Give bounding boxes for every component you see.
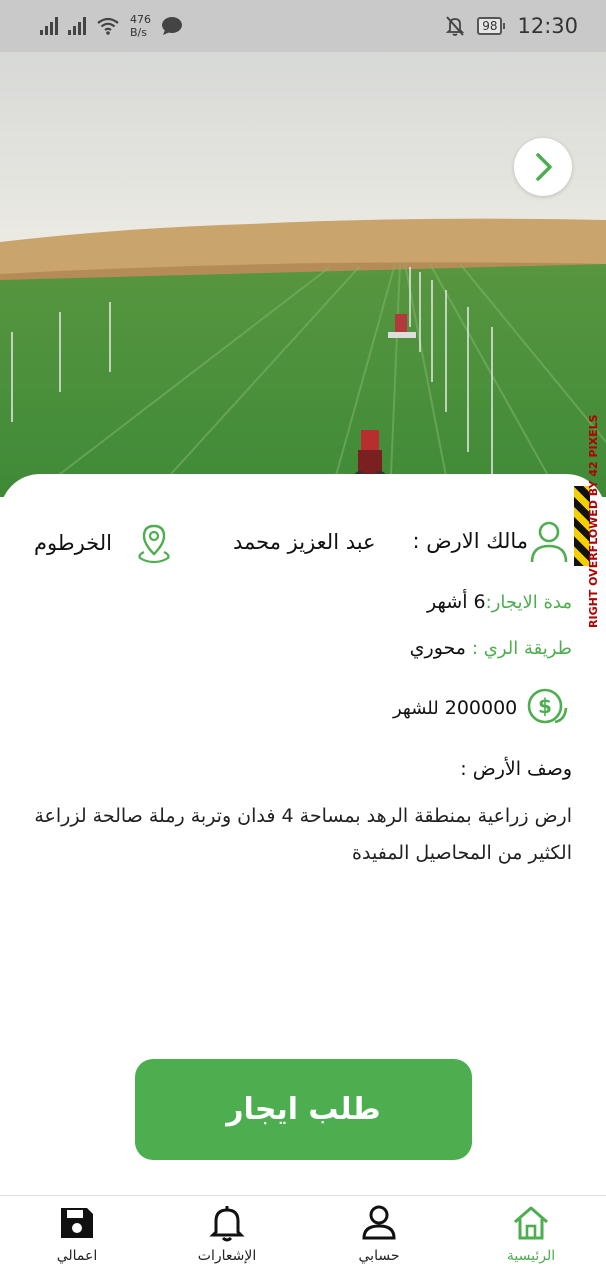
bottom-navigation [0,1195,606,1281]
duration-label: مدة الايجار: [485,591,572,613]
nav-notifications[interactable] [172,1196,282,1281]
description-text: ارض زراعية بمنطقة الرهد بمساحة 4 فدان وتربة رملة صالحة لزراعة الكثير من المحاصيل المفيدة [34,805,572,864]
net-speed-unit: B/s [130,26,147,39]
nav-account[interactable] [324,1196,434,1281]
battery-icon [477,17,505,35]
net-speed [130,13,151,39]
irrigation-value: محوري [409,637,466,659]
signal-icon [68,17,86,35]
rent-request-button[interactable]: طلب ايجار [135,1059,472,1160]
duration-row [427,591,572,613]
nav-my-works-label: اعمالي [56,1248,98,1264]
signal-icon [40,17,58,35]
chat-icon [161,16,183,36]
person-icon [359,1204,399,1242]
bell-icon [207,1204,247,1242]
location-row [34,522,174,564]
nav-home[interactable] [476,1196,586,1281]
user-icon [528,518,570,564]
location-pin-icon [134,522,174,564]
wifi-icon [96,16,120,36]
owner-label: مالك الارض : [412,529,528,553]
dollar-coin-icon [525,686,569,730]
location-text: الخرطوم [34,531,112,555]
description-title: وصف الأرض : [460,758,572,780]
next-image-button[interactable] [514,138,572,196]
home-icon [511,1204,551,1242]
net-speed-value: 476 [130,13,151,26]
owner-row [412,518,570,564]
duration-value: 6 أشهر [427,591,486,613]
price-row [393,686,569,730]
price-unit: للشهر [393,697,439,719]
price-value: 200000 [444,697,518,719]
overflow-warning: RIGHT OVERFLOWED BY 42 PIXELS [587,414,600,628]
status-right [445,14,578,38]
nav-my-works[interactable] [22,1196,132,1281]
irrigation-label: طريقة الري : [471,637,572,659]
status-bar [0,0,606,52]
chevron-right-icon [530,152,556,182]
clock: 12:30 [517,14,578,38]
status-left [40,13,183,39]
battery-level: 98 [477,17,502,35]
owner-name: عبد العزيز محمد [233,530,376,554]
save-icon [57,1204,97,1242]
mute-icon [445,15,465,37]
nav-home-label: الرئيسية [506,1248,556,1264]
nav-account-label: حسابي [358,1248,400,1264]
irrigation-row [410,637,572,659]
nav-notifications-label: الإشعارات [197,1248,257,1264]
land-photo [0,52,606,497]
svg-text:$: $ [538,694,553,718]
land-photo-illustration [0,52,606,497]
